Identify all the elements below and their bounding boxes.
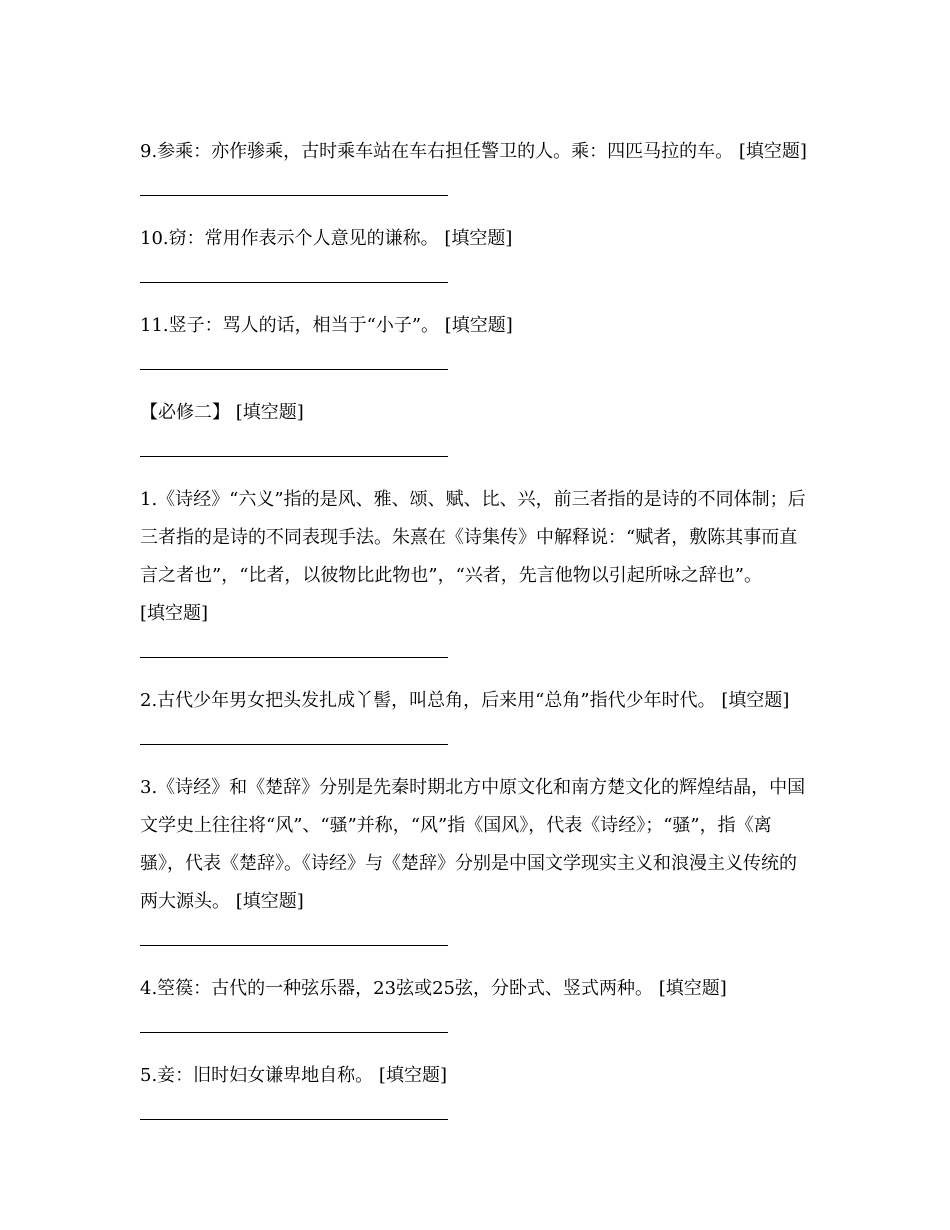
question-text: [140, 1057, 812, 1095]
question-text: [140, 220, 812, 258]
question-prompt: 9.参乘：亦作骖乘，古时乘车站在车右担任警卫的人。乘：四匹马拉的车。: [140, 141, 734, 162]
section-title: 【必修二】: [140, 402, 230, 423]
answer-blank-line[interactable]: [140, 456, 448, 457]
answer-blank-line[interactable]: [140, 282, 448, 283]
question-2: [140, 682, 812, 745]
question-5: [140, 1057, 812, 1120]
answer-blank-line[interactable]: [140, 945, 448, 946]
section-heading-bixiu-er: [140, 394, 812, 457]
question-type-tag: [填空题]: [738, 141, 807, 162]
question-text: [140, 682, 812, 720]
question-prompt: 11.竖子：骂人的话，相当于“小子”。: [140, 315, 440, 336]
question-3: [140, 769, 812, 946]
question-type-tag: [填空题]: [235, 891, 304, 912]
answer-blank-line[interactable]: [140, 744, 448, 745]
question-prompt: 3.《诗经》和《楚辞》分别是先秦时期北方中原文化和南方楚文化的辉煌结晶，中国文学史上往往将“风”、“骚”并称，“风”指《国风》，代表《诗经》；“骚”，指《离骚》，代表《楚辞》。《诗经》与《楚辞》分别是中国文学现实主义和浪漫主义传统的两大源头。: [140, 777, 806, 912]
question-9: [140, 133, 812, 196]
question-text: [140, 481, 812, 633]
question-11: [140, 307, 812, 370]
answer-blank-line[interactable]: [140, 369, 448, 370]
question-text: [140, 970, 812, 1008]
answer-blank-line[interactable]: [140, 195, 448, 196]
question-type-tag: [填空题]: [444, 228, 513, 249]
document-page: [140, 133, 812, 1144]
question-10: [140, 220, 812, 283]
question-text: [140, 133, 812, 171]
question-4: [140, 970, 812, 1033]
answer-blank-line[interactable]: [140, 657, 448, 658]
question-type-tag: [填空题]: [658, 978, 727, 999]
question-type-tag: [填空题]: [235, 402, 304, 423]
question-type-tag: [填空题]: [444, 315, 513, 336]
question-type-tag: [填空题]: [721, 690, 790, 711]
answer-blank-line[interactable]: [140, 1119, 448, 1120]
question-prompt: 1.《诗经》“六义”指的是风、雅、颂、赋、比、兴，前三者指的是诗的不同体制；后三者指的是诗的不同表现手法。朱熹在《诗集传》中解释说：“赋者，敷陈其事而直言之者也”，“比者，以彼物比此物也”，“兴者，先言他物以引起所咏之辞也”。: [140, 489, 806, 586]
question-prompt: 5.妾：旧时妇女谦卑地自称。: [140, 1065, 374, 1086]
question-prompt: 10.窃：常用作表示个人意见的谦称。: [140, 228, 439, 249]
question-type-tag: [填空题]: [140, 603, 209, 624]
question-1: [140, 481, 812, 658]
question-text: [140, 769, 812, 921]
question-text: [140, 307, 812, 345]
question-prompt: 2.古代少年男女把头发扎成丫髻，叫总角，后来用“总角”指代少年时代。: [140, 690, 716, 711]
section-heading-text: [140, 394, 812, 432]
answer-blank-line[interactable]: [140, 1032, 448, 1033]
question-type-tag: [填空题]: [378, 1065, 447, 1086]
question-prompt: 4.箜篌：古代的一种弦乐器，23弦或25弦，分卧式、竖式两种。: [140, 978, 653, 999]
